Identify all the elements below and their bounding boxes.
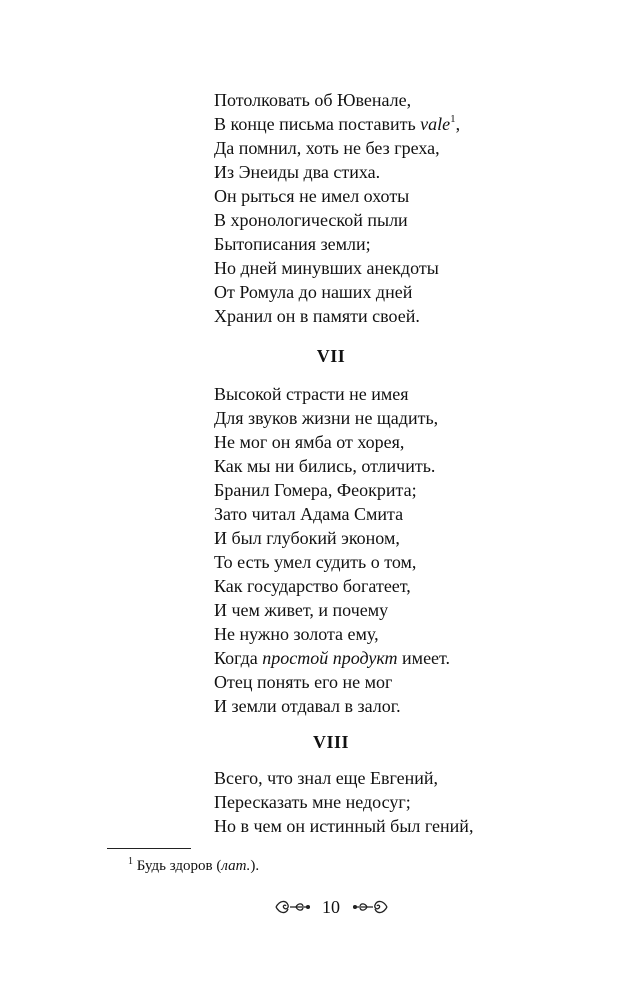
stanza-viii	[214, 766, 473, 838]
verse-line: То есть умел судить о том,	[214, 552, 417, 572]
fleuron-right-icon	[351, 898, 391, 916]
verse-line: И чем живет, и почему	[214, 600, 389, 620]
verse-line-punct: ,	[455, 114, 461, 134]
verse-line: Пересказать мне недосуг;	[214, 792, 411, 812]
verse-line: Для звуков жизни не щадить,	[214, 408, 439, 428]
verse-line: Как государство богатеет,	[214, 576, 411, 596]
verse-line: Из Энеиды два стиха.	[214, 162, 381, 182]
stanza-heading-vii: VII	[316, 346, 346, 366]
stanza-vii	[214, 382, 450, 718]
verse-line: Хранил он в памяти своей.	[214, 306, 420, 326]
stanza-continuation	[214, 88, 460, 328]
verse-line-text: В конце письма поставить	[214, 114, 421, 134]
verse-line-tail: имеет.	[397, 648, 451, 668]
verse-line: И земли отдавал в залог.	[214, 696, 401, 716]
footnote-tail: ).	[250, 858, 260, 874]
verse-line: Но в чем он истинный был гений,	[214, 816, 474, 836]
footnote-reference[interactable]: 1	[450, 113, 456, 125]
verse-line: Бытописания земли;	[214, 234, 371, 254]
verse-line: Бранил Гомера, Феокрита;	[214, 480, 417, 500]
verse-line: В хронологической пыли	[214, 210, 408, 230]
verse-line-with-italic	[214, 646, 450, 670]
verse-line: Но дней минувших анекдоты	[214, 258, 439, 278]
verse-line: И был глубокий эконом,	[214, 528, 400, 548]
verse-line: Всего, что знал еще Евгений,	[214, 768, 439, 788]
verse-line: Не нужно золота ему,	[214, 624, 379, 644]
page-folio	[0, 893, 619, 919]
footnote-divider	[107, 848, 191, 849]
italic-word-vale: vale	[420, 114, 451, 134]
footnote	[128, 856, 259, 876]
verse-line-with-footnote-ref	[214, 112, 460, 136]
page-number: 10	[322, 896, 340, 917]
verse-line: Зато читал Адама Смита	[214, 504, 404, 524]
italic-phrase: простой продукт	[262, 648, 398, 668]
footnote-italic: лат.	[221, 858, 251, 874]
fleuron-left-icon	[272, 898, 312, 916]
verse-line-text: Когда	[214, 648, 263, 668]
footnote-marker: 1	[128, 856, 133, 867]
verse-line: Высокой страсти не имея	[214, 384, 409, 404]
verse-line: Отец понять его не мог	[214, 672, 393, 692]
stanza-heading-viii: VIII	[312, 732, 349, 752]
verse-line: От Ромула до наших дней	[214, 282, 413, 302]
verse-line: Не мог он ямба от хорея,	[214, 432, 405, 452]
footnote-text: Будь здоров (	[133, 858, 222, 874]
verse-line: Как мы ни бились, отличить.	[214, 456, 436, 476]
verse-line: Потолковать об Ювенале,	[214, 90, 412, 110]
verse-line: Он рыться не имел охоты	[214, 186, 410, 206]
verse-line: Да помнил, хоть не без греха,	[214, 138, 440, 158]
